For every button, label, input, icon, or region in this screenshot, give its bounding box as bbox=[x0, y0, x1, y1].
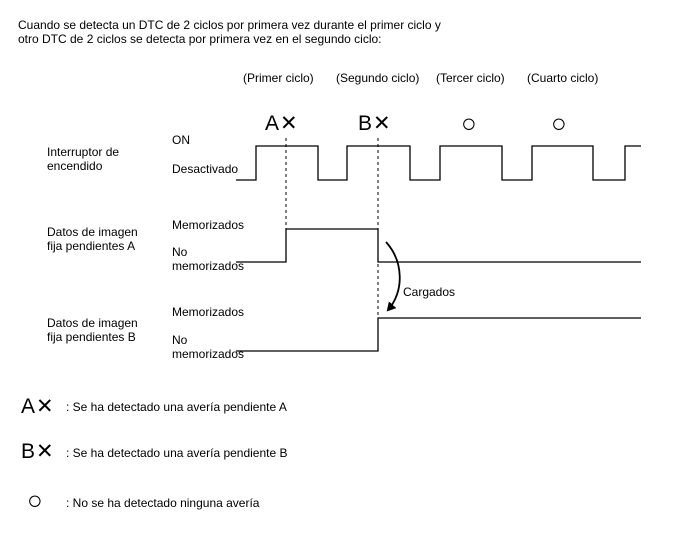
legend-text-a: : Se ha detectado una avería pendiente A bbox=[66, 400, 287, 414]
data-a-waveform bbox=[236, 229, 641, 262]
switch-off-label: Desactivado bbox=[172, 162, 239, 176]
switch-waveform bbox=[236, 146, 641, 180]
cycle-label-3: (Tercer ciclo) bbox=[436, 71, 505, 85]
cycle-symbol-2: B✕ bbox=[358, 112, 392, 135]
data-b-high-label: Memorizados bbox=[172, 305, 245, 319]
data-a-row-label-2: fija pendientes A bbox=[47, 239, 136, 253]
cycle-label-2: (Segundo ciclo) bbox=[336, 71, 420, 85]
switch-row-label-2: encendido bbox=[47, 159, 103, 173]
cycle-symbol-3: ○ bbox=[461, 108, 478, 138]
intro-line-1: Cuando se detecta un DTC de 2 ciclos por primera vez durante el primer ciclo y bbox=[18, 18, 441, 32]
data-b-row-label-1: Datos de imagen bbox=[47, 316, 138, 330]
legend-symbol-a: A✕ bbox=[21, 395, 55, 418]
cycle-symbol-4: ○ bbox=[551, 108, 568, 138]
legend-symbol-none: ○ bbox=[27, 485, 44, 515]
data-b-low-label-2: memorizados bbox=[172, 347, 245, 361]
cycle-symbol-1: A✕ bbox=[265, 112, 299, 135]
data-a-high-label: Memorizados bbox=[172, 218, 245, 232]
transfer-label: Cargados bbox=[403, 285, 456, 299]
cycle-label-4: (Cuarto ciclo) bbox=[527, 71, 599, 85]
intro-line-2: otro DTC de 2 ciclos se detecta por primera vez en el segundo ciclo: bbox=[18, 32, 382, 46]
data-b-row-label-2: fija pendientes B bbox=[47, 330, 136, 344]
legend-symbol-b: B✕ bbox=[21, 440, 55, 463]
data-b-low-label-1: No bbox=[172, 333, 188, 347]
transfer-arrow bbox=[386, 242, 400, 310]
cycle-label-1: (Primer ciclo) bbox=[243, 71, 314, 85]
legend-text-b: : Se ha detectado una avería pendiente B bbox=[66, 446, 288, 460]
data-a-low-label-2: memorizados bbox=[172, 259, 245, 273]
legend-text-none: : No se ha detectado ninguna avería bbox=[66, 496, 260, 510]
switch-row-label-1: Interruptor de bbox=[47, 145, 120, 159]
data-a-low-label-1: No bbox=[172, 245, 188, 259]
data-a-row-label-1: Datos de imagen bbox=[47, 225, 138, 239]
data-b-waveform bbox=[236, 318, 641, 351]
switch-on-label: ON bbox=[172, 133, 190, 147]
